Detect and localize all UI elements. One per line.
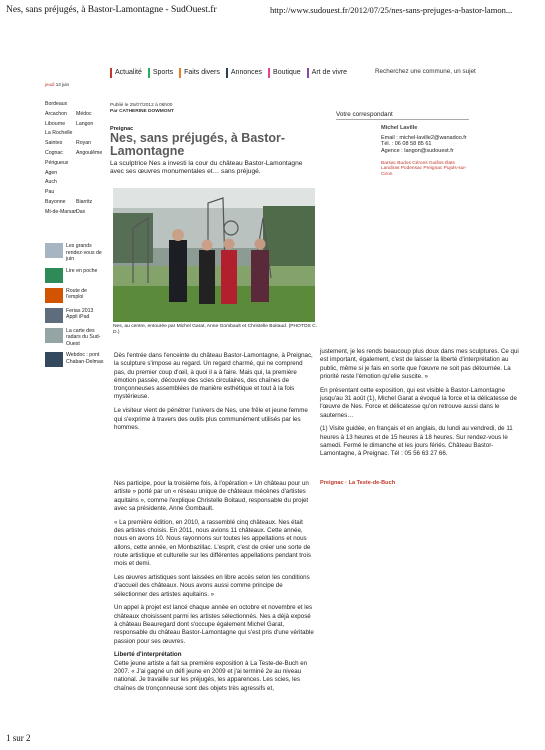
tool-link[interactable]: [45, 268, 105, 283]
city-link[interactable]: Agen: [45, 169, 58, 176]
print-page-title: Nes, sans préjugés, à Bastor-Lamontagne - SudOuest.fr: [6, 5, 217, 15]
city-row: [45, 169, 102, 179]
paragraph: justement, je les rends beaucoup plus doux dans mes sculptures. Ce qui est important, également, c'est de laisser la liberté d'interprétation au public, même si je fais en sorte que l'œuvre ne soit pas détournée. La priorité reste l'émotion qu'elle suscite. »: [320, 348, 519, 380]
tool-link[interactable]: [45, 243, 105, 263]
paragraph: « La première édition, en 2010, a rassemblé cinq châteaux. Nes était des artistes choisis. En 2011, nous avions 11 châteaux. Cette année, nous en avons 10. Nous rayonnons sur toutes les appellations et nous allons, cette année, en Monbazillac. L'esprit, c'est de créer une sorte de route artistique et culturelle sur les différentes appellations pendant trois mois et demi.: [114, 518, 311, 568]
article-column-1: [114, 352, 314, 438]
city-link[interactable]: Pau: [45, 189, 55, 196]
calendar-icon: [45, 243, 63, 258]
tools-list: [45, 243, 105, 372]
tool-label: Lire en poche: [66, 267, 98, 274]
city-link[interactable]: Royan: [76, 140, 91, 147]
article-kicker: Preignac: [110, 126, 134, 132]
nav-item-0[interactable]: Actualité: [110, 68, 142, 78]
city-link[interactable]: Médoc: [76, 110, 92, 117]
map-icon: [45, 328, 63, 343]
tool-link[interactable]: [45, 328, 105, 348]
city-link[interactable]: Langon: [76, 120, 94, 127]
tool-label: Les grands rendez-vous de juin: [66, 243, 102, 262]
city-link[interactable]: Libourne: [45, 120, 66, 127]
paragraph: En présentant cette exposition, qui est visible à Bastor-Lamontagne jusqu'au 31 août (1), Michel Garat a évoqué la force et la délicatesse de l'œuvre de Nes. Force et délicatesse qu'on retrouve aussi dans le sauternes…: [320, 386, 517, 419]
tablet-icon: [45, 308, 63, 323]
nav-item-4[interactable]: Boutique: [268, 68, 301, 78]
bridge-icon: [45, 352, 63, 367]
city-row: [45, 188, 102, 198]
city-link[interactable]: Angoulême: [76, 149, 103, 156]
paragraph: Dès l'entrée dans l'enceinte du château Bastor-Lamontagne, à Preignac, la sculpture s'impose au regard. Un regard charmé, qui ne comprend pas, du premier coup d'œil, à quoi il a à faire. Mais qui, la première émotion passée, découvre des scies circulaires, des chaînes de tronçonneuses assemblées de manière esthétique et tout à la fois mystérieuse.: [114, 352, 313, 401]
city-link[interactable]: Arcachon: [45, 110, 67, 117]
tool-label: Webdoc : pont Chaban-Delmas: [66, 352, 104, 365]
paragraph: Un appel à projet est lancé chaque année en octobre et novembre et les châteaux choisissent parmi les artistes sélectionnés. Nes a déjà exposé à château Beauregard dont s'occupe également Michel Garat, responsable du château Bastor-Lamontagne qui s'est pris d'une véritable passion pour ses œuvres.: [114, 604, 314, 645]
paragraph: (1) Visite guidée, en français et en anglais, du lundi au vendredi, de 11 heures à 13 heures et de 15 heures à 18 heures. Sur rendez-vous le samedi. Fermé le dimanche et les jours fériés. Château Bastor-Lamontagne, à Preignac. Tél : 05 56 63 27 66.: [320, 425, 513, 458]
city-link[interactable]: Mt-de-Marsan: [45, 208, 78, 215]
article-column-2: [114, 480, 314, 693]
nav-item-5[interactable]: Art de vivre: [307, 68, 347, 78]
city-link[interactable]: Bayonne: [45, 198, 66, 205]
city-link[interactable]: Périgueux: [45, 159, 69, 166]
date-display: [45, 82, 69, 87]
tool-link[interactable]: [45, 288, 105, 303]
city-row: [45, 159, 102, 169]
job-icon: [45, 288, 63, 303]
tool-label: Route de l'emploi: [66, 287, 88, 300]
correspondent-name: Michel Laville: [381, 125, 418, 131]
correspondent-box: [381, 125, 471, 177]
contact-line[interactable]: Agence : langon@sudouest.fr: [381, 148, 454, 155]
city-row: [45, 120, 102, 130]
article-tags[interactable]: Preignac · La Teste-de-Buch: [320, 480, 396, 486]
tool-label: La carte des radars du Sud-Ouest: [66, 327, 101, 347]
city-link[interactable]: Dax: [76, 208, 86, 215]
nav-item-1[interactable]: Sports: [148, 68, 173, 78]
city-row: [45, 129, 102, 139]
contact-line[interactable]: Email : michel-laville2@wanadoo.fr: [381, 134, 467, 141]
date-day: jeudi: [45, 82, 55, 87]
divider: [336, 119, 469, 120]
mobile-icon: [45, 268, 63, 283]
city-link[interactable]: Bordeaux: [45, 101, 68, 107]
article-photo: [113, 188, 315, 322]
date-value: 13 juin: [55, 82, 70, 87]
city-row: [45, 178, 102, 188]
city-list: [45, 100, 102, 218]
article-lead: La sculptrice Nes a investi la cour du château Bastor-Lamontagne avec ses œuvres monumentales et… sans préjugé.: [110, 160, 303, 176]
paragraph: Les œuvres artistiques sont laissées en libre accès selon les conditions d'accueil des châteaux. Nous avons aussi comme principe de sélectionner des artistes aquitains. »: [114, 573, 310, 598]
article-subhead: Liberté d'interprétation: [114, 651, 182, 659]
tool-link[interactable]: [45, 308, 105, 323]
tool-link[interactable]: [45, 352, 105, 367]
print-page-url: http://www.sudouest.fr/2012/07/25/nes-sans-prejuges-a-bastor-lamon...: [270, 5, 513, 15]
article-meta: [110, 103, 174, 115]
article-headline: Nes, sans préjugés, à Bastor-Lamontagne: [110, 131, 286, 158]
city-row: [45, 100, 102, 110]
city-link[interactable]: La Rochelle: [45, 130, 73, 137]
tool-label: Ferias 2013 Appli iPad: [66, 307, 94, 320]
city-link[interactable]: Biarritz: [76, 198, 93, 205]
city-link[interactable]: Auch: [45, 179, 57, 186]
print-page-footer: 1 sur 2: [6, 733, 31, 743]
city-link[interactable]: Saintes: [45, 140, 63, 147]
nav-item-3[interactable]: Annonces: [226, 68, 262, 78]
city-link[interactable]: Cognac: [45, 149, 63, 156]
article-col2-end: Cette jeune artiste a fait sa première exposition à La Teste-de-Buch en 2007. « J'ai gagné un défi jeune en 2009 et j'ai terminé 2e au niveau national. Je travaille sur les préjugés, les apparences. Les scies, les chaînes de tronçonneuse sont des objets très agressifs et,: [114, 659, 308, 692]
paragraph: Le visiteur vient de pénétrer l'univers de Nes, une frêle et jeune femme qui s'exprime à travers des outils plus communément utilisés par les hommes.: [114, 407, 308, 431]
main-nav: [110, 68, 347, 78]
city-row: [45, 198, 102, 208]
city-row: [45, 208, 102, 218]
published-date: Publié le 25/07/2012 à 06h00: [110, 103, 173, 108]
city-row: [45, 149, 102, 159]
city-row: [45, 139, 102, 149]
nav-item-2[interactable]: Faits divers: [179, 68, 220, 78]
city-row: [45, 110, 102, 120]
contact-line: Tél. : 06 08 58 85 61: [381, 141, 432, 148]
search-prompt[interactable]: Recherchez une commune, un sujet: [375, 68, 476, 75]
article-column-3: [320, 348, 525, 464]
correspondent-cities[interactable]: Barsac Budos Cérons Guillos Illats Landiras Podensac Preignac Pujols-sur-Ciron: [381, 160, 467, 177]
photo-caption: Nes, au centre, entourée par Michel Garat, Anne Gombault et Christelle Boitaud. (PHOTOS C. D.): [113, 324, 318, 336]
correspondent-heading: Votre correspondant: [336, 111, 393, 118]
author-line: Par CATHERINE DOWMONT: [110, 109, 174, 114]
paragraph: Nes participe, pour la troisième fois, à l'opération « Un château pour un artiste » porté par un « réseau unique de châteaux mécènes d'artistes aquitains », comme l'explique Christelle Boitaud, responsable du projet avec sa présidente, Anne Gombault.: [114, 480, 309, 512]
